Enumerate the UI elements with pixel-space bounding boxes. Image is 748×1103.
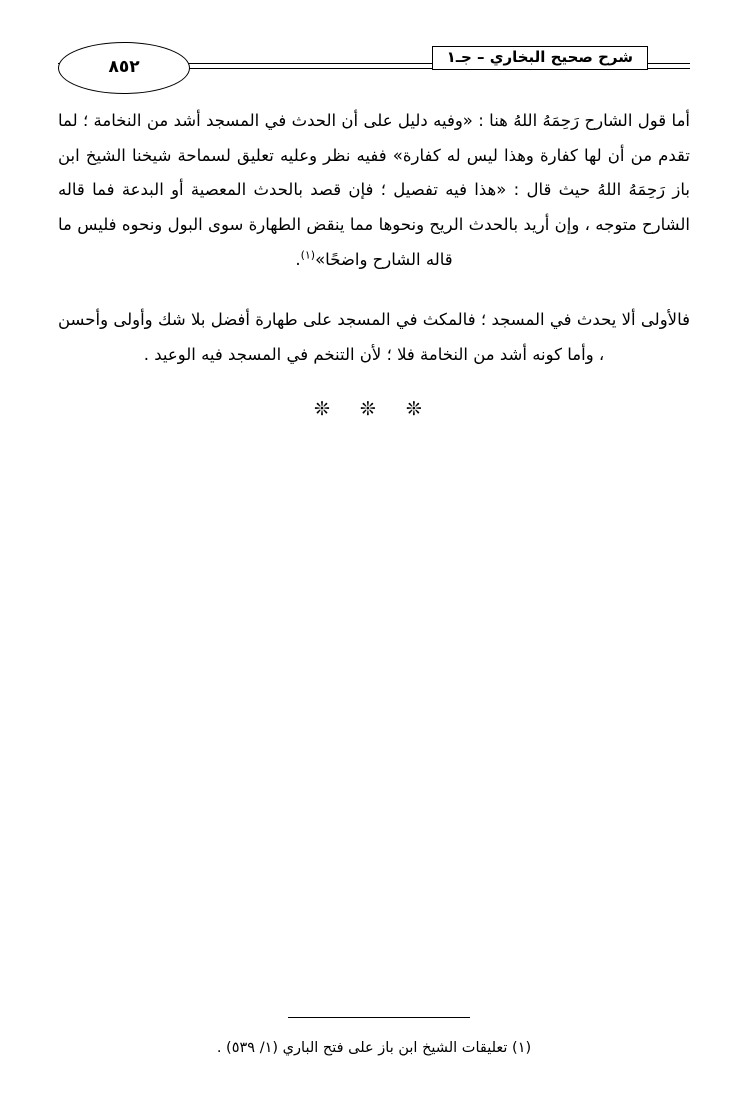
page-header — [58, 46, 690, 92]
paragraph-1 — [58, 104, 690, 277]
page-number: ٨٥٢ — [108, 56, 140, 77]
running-head-title-box — [432, 46, 648, 70]
section-divider-stars: ❊ ❊ ❊ — [314, 398, 434, 421]
book-title: شرح صحيح البخاري – جـ١ — [446, 48, 633, 66]
paragraph-1-terminator: . — [295, 249, 301, 269]
footnote-area — [58, 1017, 690, 1061]
paragraph-1-text: أما قول الشارح رَحِمَهُ اللهُ هنا : «وفيه دليل على أن الحدث في المسجد أشد من النخامة ؛ لما تقدم من أن لها كفارة وهذا ليس له كفارة» ففيه نظر وعليه تعليق لسماحة شيخنا الشيخ ابن باز رَحِمَهُ اللهُ حيث قال : «هذا فيه تفصيل ؛ فإن قصد بالحدث المعصية أو البدعة فما قاله الشارح متوجه ، وإن أريد بالحدث الريح ونحوها مما ينقض الطهارة سوى البول ونحوه فليس ما قاله الشارح واضحًا» — [58, 111, 690, 269]
page-number-badge — [58, 42, 190, 94]
page-content — [58, 104, 690, 420]
footnote-1: (١) تعليقات الشيخ ابن باز على فتح الباري (١/ ٥٣٩) . — [216, 1039, 532, 1056]
paragraph-2: فالأولى ألا يحدث في المسجد ؛ فالمكث في المسجد على طهارة أفضل بلا شك وأولى وأحسن ، وأما كونه أشد من النخامة فلا ؛ لأن التنخم في المسجد فيه الوعيد . — [58, 310, 690, 364]
footnote-separator-rule — [288, 1017, 470, 1018]
footnote-marker-1: (١) — [300, 248, 316, 262]
